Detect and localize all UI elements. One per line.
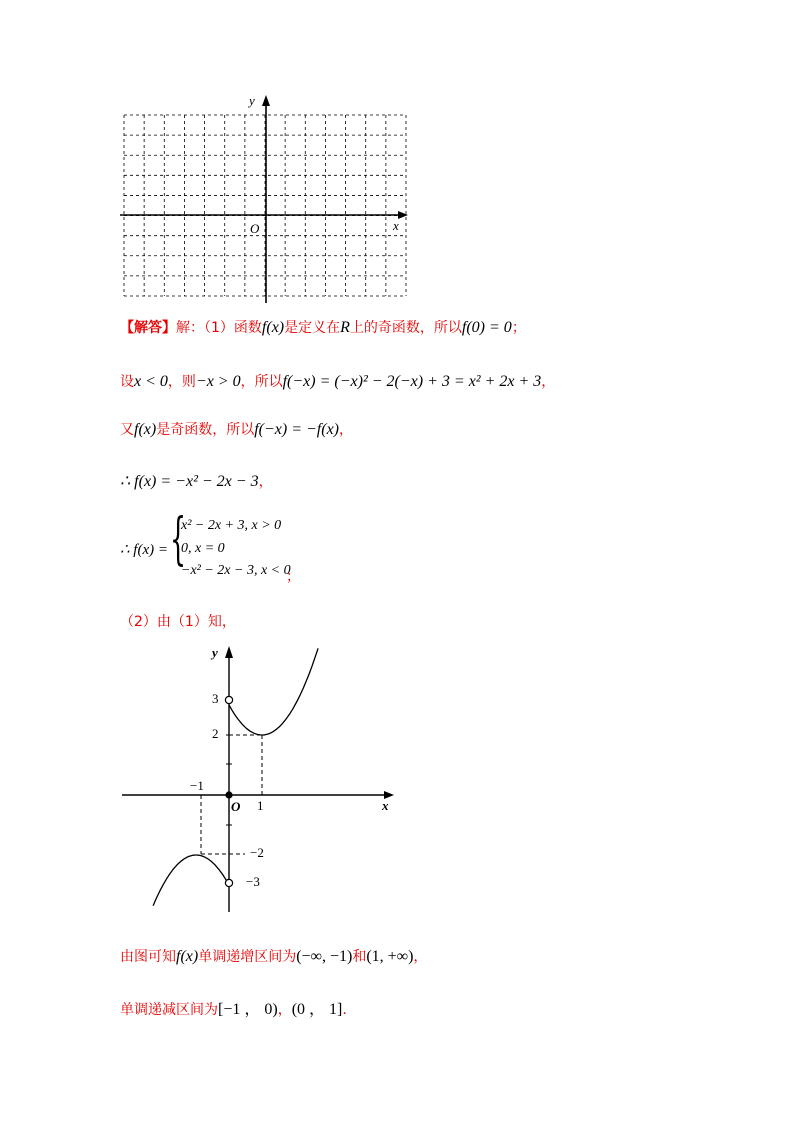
text-so: ，所以 bbox=[240, 374, 283, 390]
curve-right-branch bbox=[229, 648, 318, 735]
y-tick-label-neg2: −2 bbox=[250, 845, 264, 860]
curve-left-branch bbox=[153, 855, 229, 906]
math-fx-negative: ∴ f(x) = −x² − 2x − 3 bbox=[120, 473, 259, 490]
part2-heading: （2）由（1）知， bbox=[120, 614, 236, 630]
closed-point-origin bbox=[225, 791, 232, 798]
part1-prefix: 解：（1）函数 bbox=[176, 320, 262, 336]
y-tick-label-neg3: −3 bbox=[246, 874, 260, 889]
x-tick-label-neg1: −1 bbox=[190, 778, 204, 793]
interval-dec-1: [−1 ， 0) bbox=[218, 1001, 278, 1018]
graph-y-label: y bbox=[212, 645, 218, 660]
open-point-yneg3 bbox=[225, 879, 232, 886]
conclusion-line-1 bbox=[120, 946, 427, 966]
text-odd-fn: 上的奇函数，所以 bbox=[349, 320, 462, 336]
open-point-y3 bbox=[225, 696, 232, 703]
piecewise-end: ； bbox=[286, 569, 300, 585]
piecewise-case-3: −x² − 2x − 3, x < 0 bbox=[181, 563, 291, 578]
punct-conc1: ， bbox=[413, 949, 428, 965]
punct-conc2: . bbox=[342, 1002, 347, 1018]
math-odd-relation: f(−x) = −f(x) bbox=[254, 421, 339, 438]
piecewise-lhs: ∴ f(x) = bbox=[120, 542, 168, 558]
text-decreasing: 单调递减区间为 bbox=[120, 1002, 218, 1018]
text-from-graph: 由图可知 bbox=[120, 949, 176, 965]
text-also: 又 bbox=[120, 422, 134, 438]
grid-y-label: y bbox=[249, 93, 255, 108]
math-fx-3: f(x) bbox=[176, 948, 199, 965]
math-fx-2: f(x) bbox=[134, 421, 157, 438]
text-set: 设 bbox=[120, 374, 134, 390]
punct-end2: ， bbox=[541, 374, 556, 390]
text-and: 和 bbox=[352, 949, 367, 965]
piecewise-case-2: 0, x = 0 bbox=[181, 541, 225, 556]
text-increasing: 单调递增区间为 bbox=[198, 949, 297, 965]
conclusion-line-2 bbox=[120, 996, 347, 1019]
math-fx: f(x) bbox=[261, 319, 285, 336]
interval-inc-2: (1, +∞) bbox=[366, 948, 414, 965]
interval-inc-1: (−∞, −1) bbox=[296, 948, 353, 965]
x-tick-label-1: 1 bbox=[257, 798, 264, 813]
interval-dec-2: (0 ， 1] bbox=[291, 1001, 343, 1018]
y-tick-label-2: 2 bbox=[212, 726, 219, 741]
math-R: R bbox=[340, 319, 350, 336]
punct-end3: ， bbox=[339, 422, 353, 438]
grid-origin-label: O bbox=[250, 221, 260, 236]
text-defined-on: 是定义在 bbox=[284, 320, 341, 336]
graph-y-arrow bbox=[225, 646, 233, 658]
punct-sep: ， bbox=[277, 1002, 292, 1018]
piecewise-brace: { bbox=[170, 507, 187, 572]
text-then: ，则 bbox=[167, 374, 196, 390]
text-is-odd: 是奇函数，所以 bbox=[156, 422, 255, 438]
grid-x-label: x bbox=[393, 218, 399, 233]
math-f0: f(0) = 0 bbox=[461, 319, 512, 336]
y-tick-label-3: 3 bbox=[212, 691, 219, 706]
math-cond: x < 0 bbox=[134, 373, 168, 390]
punct-end1: ； bbox=[511, 320, 526, 336]
graph-x-label: x bbox=[382, 798, 389, 813]
math-neg: −x > 0 bbox=[195, 373, 241, 390]
math-f-neg-x: f(−x) = (−x)² − 2(−x) + 3 = x² + 2x + 3 bbox=[282, 373, 542, 390]
punct-end4: ， bbox=[258, 474, 273, 490]
answer-heading: 【解答】 bbox=[120, 320, 176, 336]
piecewise-case-1: x² − 2x + 3, x > 0 bbox=[181, 518, 282, 533]
graph-origin-label: O bbox=[231, 799, 241, 814]
